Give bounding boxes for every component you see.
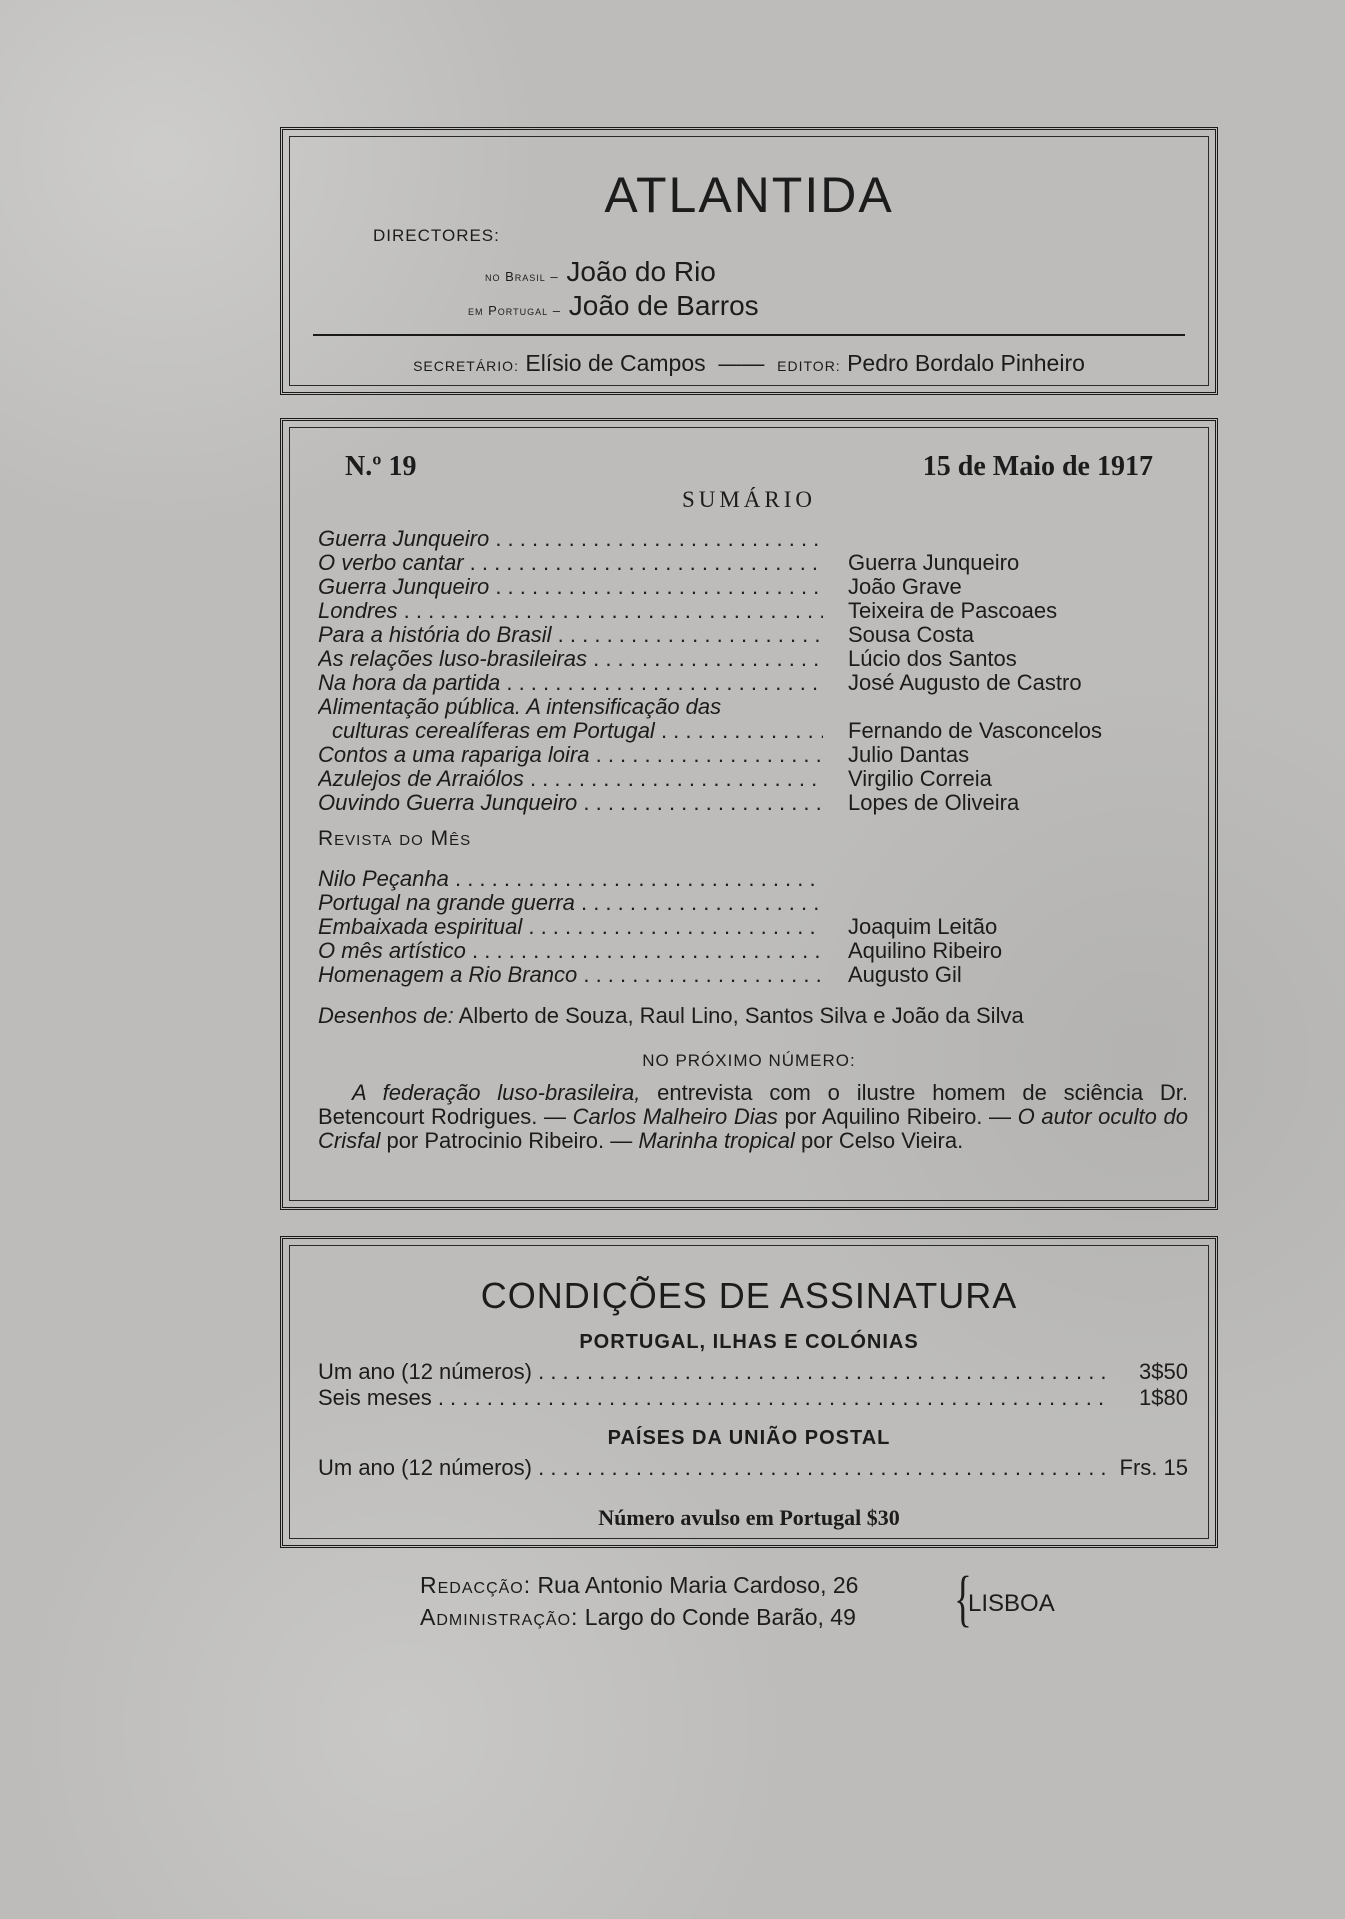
drawings-artists: Alberto de Souza, Raul Lino, Santos Silva e João da Silva <box>458 1003 1024 1028</box>
review-entry-author: Aquilino Ribeiro <box>848 938 1003 963</box>
redaction-address: Rua Antonio Maria Cardoso, 26 <box>537 1572 859 1598</box>
review-entry-author: Joaquim Leitão <box>848 914 998 939</box>
review-entry <box>318 939 1178 963</box>
domestic-heading: PORTUGAL, ILHAS E COLÓNIAS <box>579 1331 919 1353</box>
toc-entry <box>318 527 1178 551</box>
price-value: 1$80 <box>1139 1385 1188 1410</box>
toc-entry <box>318 551 1178 575</box>
brazil-director: João do Rio <box>566 256 716 287</box>
staff-line: SECRETÁRIO: Elísio de Campos —— EDITOR: Pedro Bordalo Pinheiro <box>413 350 1085 376</box>
toc-entry-title: Azulejos de Arraiólos . . . <box>318 767 823 791</box>
next-issue-item-3: O autor oculto do Crisfal <box>318 1104 1188 1153</box>
toc-entry-title: Para a história do Brasil . . . <box>318 623 823 647</box>
toc-entry-author: José Augusto de Castro <box>848 670 1082 695</box>
review-entry-title: Nilo Peçanha . . . <box>318 867 823 891</box>
review-heading: Revista do Mês <box>318 827 472 850</box>
toc-entry-title: Na hora da partida . . . <box>318 671 823 695</box>
toc-entry-title: Guerra Junqueiro . . . <box>318 527 823 551</box>
next-issue-item-2: Carlos Malheiro Dias <box>572 1104 778 1129</box>
review-entry-author: Augusto Gil <box>848 962 962 987</box>
price-label: Seis meses . . . <box>318 1385 1108 1411</box>
toc-entry <box>318 599 1178 623</box>
review-entry-title: Embaixada espiritual . . . <box>318 915 823 939</box>
toc-entry-author: Sousa Costa <box>848 622 974 647</box>
postal-union-heading: PAÍSES DA UNIÃO POSTAL <box>607 1427 891 1449</box>
magazine-title: ATLANTIDA <box>604 167 894 223</box>
price-row <box>318 1359 1188 1385</box>
administration-address-line <box>420 1604 856 1631</box>
brazil-label: no Brasil – <box>485 269 559 284</box>
director-portugal-line <box>468 290 759 322</box>
administration-address: Largo do Conde Barão, 49 <box>584 1604 856 1630</box>
directors-label: DIRECTORES: <box>373 226 500 245</box>
toc-entry-title: O verbo cantar . . . <box>318 551 823 575</box>
next-issue-item-4: Marinha tropical <box>638 1128 795 1153</box>
toc-entry-title: Ouvindo Guerra Junqueiro . . . <box>318 791 823 815</box>
review-entry-title: O mês artístico . . . <box>318 939 823 963</box>
toc-entry <box>318 743 1178 767</box>
editor-name: Pedro Bordalo Pinheiro <box>847 350 1085 376</box>
next-issue-desc-1: entrevista com o ilustre homem de sciência Dr. Betencourt Rodrigues. — <box>318 1080 1188 1129</box>
toc-entry-author: Teixeira de Pascoaes <box>848 598 1058 623</box>
toc-entry <box>332 719 1192 743</box>
city: LISBOA <box>968 1590 1055 1617</box>
toc-entry <box>318 671 1178 695</box>
toc-entry-author: Lopes de Oliveira <box>848 790 1020 815</box>
toc-entry <box>318 575 1178 599</box>
director-brazil-line <box>485 256 716 288</box>
toc-entry-author: Fernando de Vasconcelos <box>848 718 1102 743</box>
next-issue-desc-4: por Celso Vieira. <box>794 1128 964 1153</box>
editor-label: EDITOR: <box>777 358 841 374</box>
price-row <box>318 1455 1188 1481</box>
single-issue-price: Número avulso em Portugal $30 <box>598 1505 900 1530</box>
review-entry <box>318 867 1178 891</box>
portugal-director: João de Barros <box>568 290 759 321</box>
review-entry <box>318 915 1178 939</box>
price-value: Frs. 15 <box>1119 1455 1188 1480</box>
secretary-name: Elísio de Campos <box>525 350 706 376</box>
drawings-label: Desenhos de: <box>318 1003 454 1028</box>
toc-entry-title: Londres . . . <box>318 599 823 623</box>
toc-entry <box>318 767 1178 791</box>
toc-entry <box>318 791 1178 815</box>
next-issue-desc-2: por Aquilino Ribeiro. — <box>777 1104 1018 1129</box>
toc-entry-title: Alimentação pública. A intensificação das <box>318 695 722 719</box>
price-label: Um ano (12 números) . . . <box>318 1455 1108 1481</box>
issue-date: 15 de Maio de 1917 <box>922 451 1153 482</box>
next-issue-item-1: A federação luso-brasileira, <box>352 1080 641 1105</box>
toc-entry-author: João Grave <box>848 574 962 599</box>
redaction-label: Redacção: <box>420 1572 532 1598</box>
review-entry-title: Portugal na grande guerra . . . <box>318 891 823 915</box>
toc-entry-title: As relações luso-brasileiras . . . <box>318 647 823 671</box>
price-label: Um ano (12 números) . . . <box>318 1359 1108 1385</box>
issue-number: N.º 19 <box>345 451 417 482</box>
next-issue-desc-3: por Patrocinio Ribeiro. — <box>380 1128 639 1153</box>
toc-entry-author: Julio Dantas <box>848 742 970 767</box>
review-entry <box>318 891 1178 915</box>
secretary-label: SECRETÁRIO: <box>413 358 519 374</box>
drawings-credit <box>318 1003 1024 1029</box>
toc-entry-author: Lúcio dos Santos <box>848 646 1017 671</box>
subscription-title: CONDIÇÕES DE ASSINATURA <box>480 1275 1018 1316</box>
review-entry-title: Homenagem a Rio Branco . . . <box>318 963 823 987</box>
toc-entry-author: Guerra Junqueiro <box>848 550 1020 575</box>
subscription-box <box>280 1236 1218 1548</box>
contents-box <box>280 418 1218 1210</box>
toc-entry-title: Contos a uma rapariga loira . . . <box>318 743 823 767</box>
price-row <box>318 1385 1188 1411</box>
next-issue-text <box>318 1081 1188 1153</box>
toc-entry <box>318 623 1178 647</box>
toc-entry-author: Virgilio Correia <box>848 766 992 791</box>
redaction-address-line <box>420 1572 858 1599</box>
portugal-label: em Portugal – <box>468 303 561 318</box>
address-brace: { <box>953 1565 972 1633</box>
toc-entry <box>318 695 1178 719</box>
toc-entry-title: culturas cerealíferas em Portugal . . . <box>332 719 823 743</box>
price-value: 3$50 <box>1139 1359 1188 1384</box>
masthead-box <box>280 127 1218 395</box>
review-entry <box>318 963 1178 987</box>
masthead-divider <box>313 334 1185 336</box>
administration-label: Administração: <box>420 1604 579 1630</box>
contents-title: SUMÁRIO <box>681 487 817 512</box>
toc-entry <box>318 647 1178 671</box>
next-issue-heading: NO PRÓXIMO NÚMERO: <box>642 1051 856 1070</box>
toc-entry-title: Guerra Junqueiro . . . <box>318 575 823 599</box>
